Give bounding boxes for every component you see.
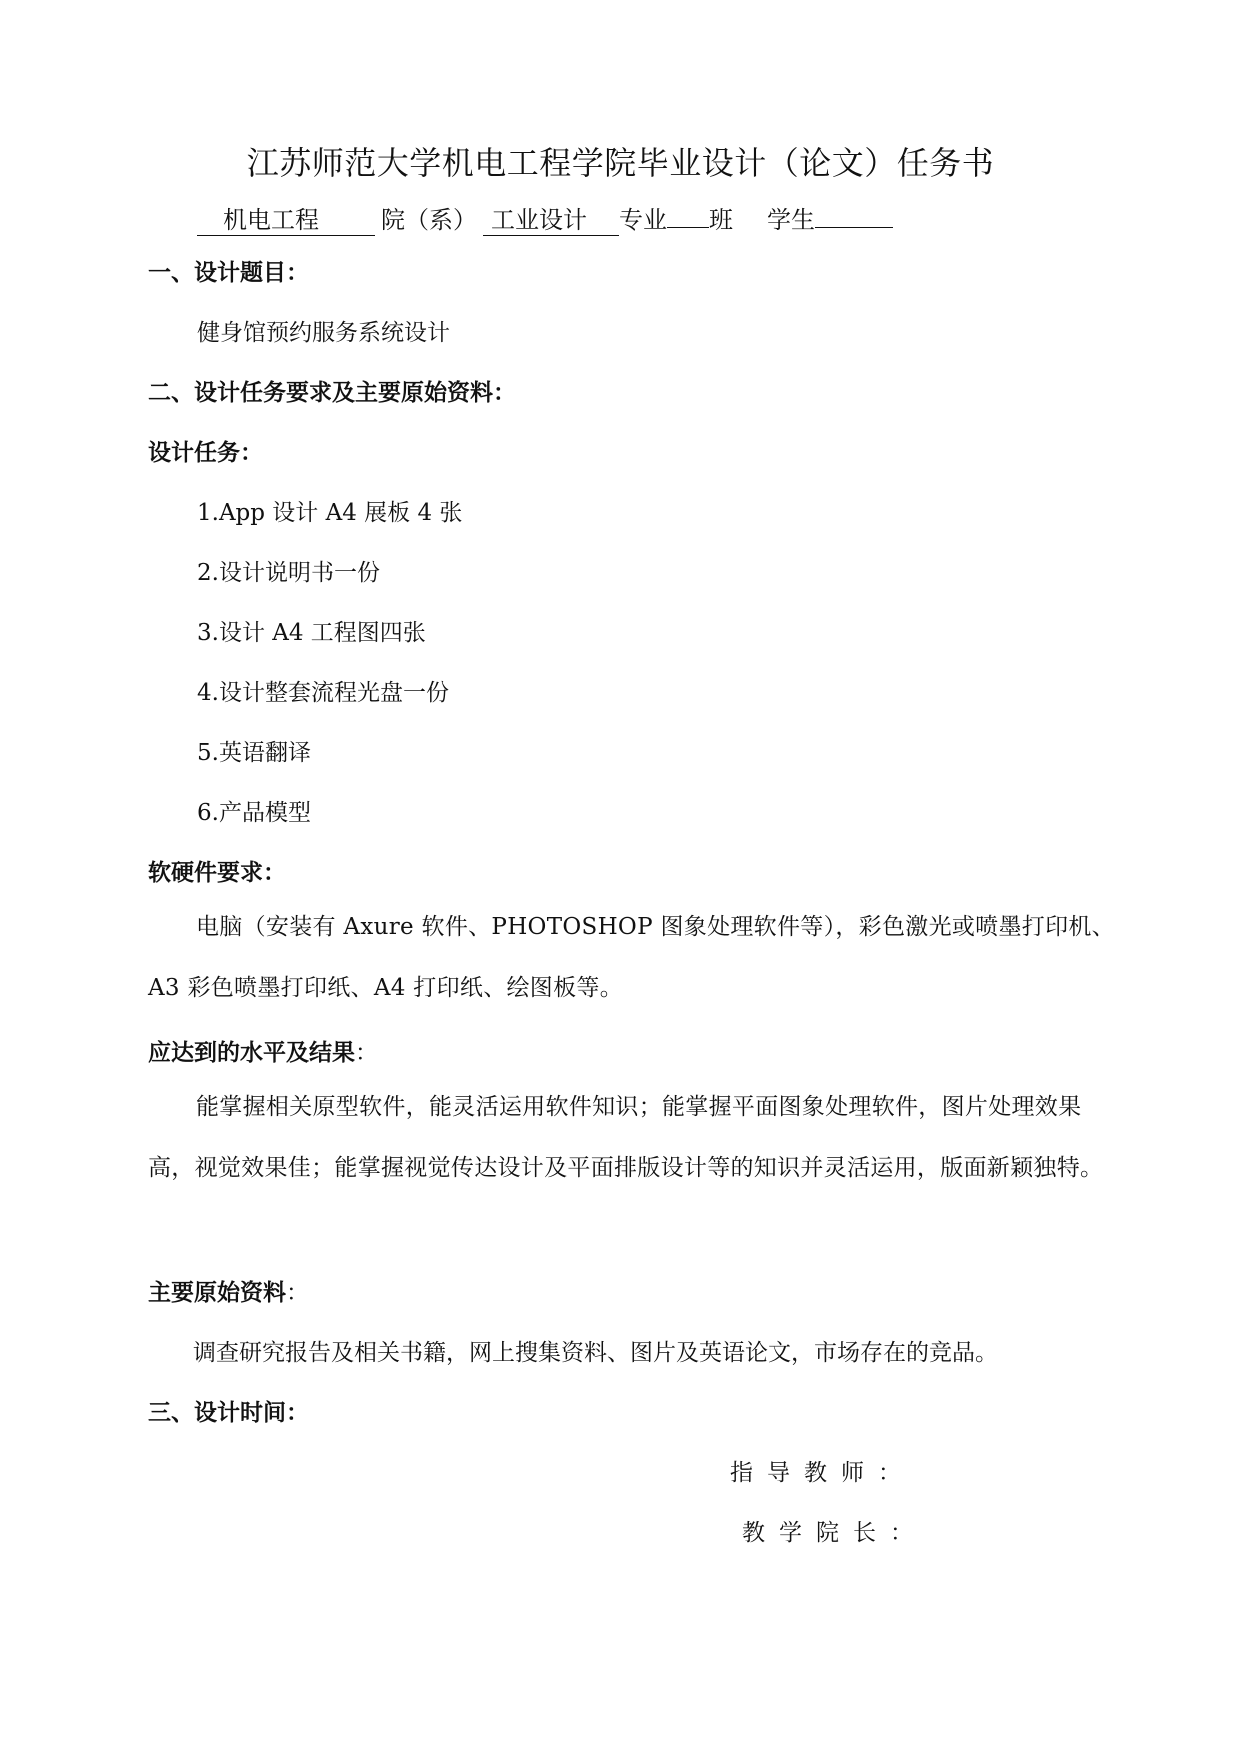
design-topic: 健身馆预约服务系统设计 [197, 320, 450, 346]
task-item: 6.产品模型 [197, 800, 311, 826]
materials-heading-colon: ： [286, 1280, 309, 1306]
department-suffix: 院（系） [381, 206, 477, 234]
task-item: 4.设计整套流程光盘一份 [197, 680, 449, 706]
section1-heading: 一、设计题目： [148, 260, 309, 286]
hw-heading: 软硬件要求： [148, 860, 286, 886]
level-heading-line [148, 1034, 378, 1067]
major-suffix: 专业 [619, 206, 667, 234]
task-item: 5.英语翻译 [197, 740, 311, 766]
tasks-heading: 设计任务： [148, 440, 263, 466]
materials-heading: 主要原始资料 [148, 1280, 286, 1306]
document-title: 江苏师范大学机电工程学院毕业设计（论文）任务书 [246, 144, 995, 182]
task-item: 3.设计 A4 工程图四张 [197, 620, 426, 646]
section3-heading: 三、设计时间： [148, 1400, 309, 1426]
materials-heading-line [148, 1274, 309, 1307]
hw-requirements-text: 电脑（安装有 Axure 软件、PHOTOSHOP 图象处理软件等），彩色激光或喷墨打印机、A3 彩色喷墨打印纸、A4 打印纸、绘图板等。 [148, 914, 1115, 1001]
department-value: 机电工程 [197, 205, 375, 236]
task-item: 1.App 设计 A4 展板 4 张 [197, 500, 463, 526]
task-item: 2.设计说明书一份 [197, 560, 380, 586]
advisor-signature-label: 指导教师： [730, 1460, 915, 1486]
level-heading-colon: ： [355, 1040, 378, 1066]
student-blank [815, 227, 893, 228]
materials-text: 调查研究报告及相关书籍，网上搜集资料、图片及英语论文，市场存在的竞品。 [193, 1340, 998, 1366]
major-value: 工业设计 [483, 205, 619, 236]
level-heading: 应达到的水平及结果 [148, 1040, 355, 1066]
class-suffix: 班 [709, 206, 733, 234]
class-blank [667, 227, 709, 228]
dean-signature-label: 教学院长： [742, 1520, 927, 1546]
student-info-line [197, 203, 893, 237]
level-text: 能掌握相关原型软件，能灵活运用软件知识；能掌握平面图象处理软件，图片处理效果高，视觉效果佳；能掌握视觉传达设计及平面排版设计等的知识并灵活运用，版面新颖独特。 [148, 1094, 1104, 1181]
section2-heading: 二、设计任务要求及主要原始资料： [148, 380, 516, 406]
student-label: 学生 [767, 206, 815, 234]
